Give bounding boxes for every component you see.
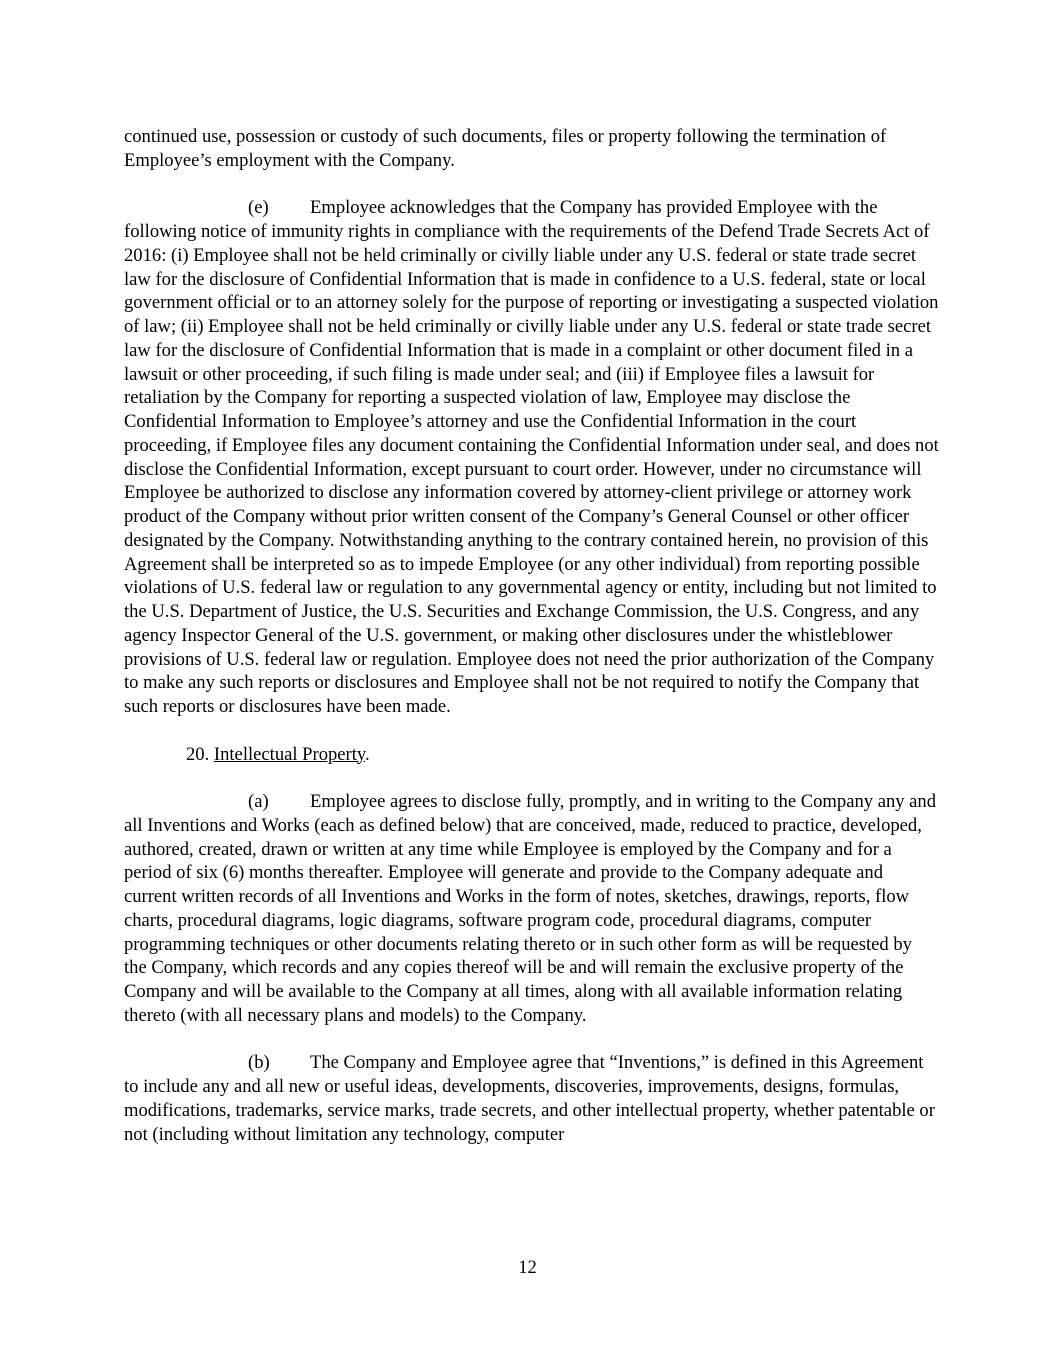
section-title: Intellectual Property [213, 743, 366, 765]
paragraph-text: The Company and Employee agree that “Inventions,” is defined in this Agreement to include any and all new or useful ideas, developments, discoveries, improvements, designs, formulas, modifications, trademarks, service marks, trade secrets, and other intellectual property, whether patentable or not (including without limitation any technology, computer [124, 1052, 935, 1145]
paragraph-text: Employee acknowledges that the Company has provided Employee with the following notice of immunity rights in compliance with the requirements of the Defend Trade Secrets Act of 2016: (i) Employee shall not be held criminally or civilly liable under any U.S. federal or state trade secret law for the disclosure of Confidential Information that is made in confidence to a U.S. federal, state or local government official or to an attorney solely for the purpose of reporting or investigating a suspected violation of law; (ii) Employee shall not be held criminally or civilly liable under any U.S. federal or state trade secret law for the disclosure of Confidential Information that is made in a complaint or other document filed in a lawsuit or other proceeding, if such filing is made under seal; and (iii) if Employee files a lawsuit for retaliation by the Company for reporting a suspected violation of law, Employee may disclose the Confidential Information to Employee’s attorney and use the Confidential Information in the court proceeding, if Employee files any document containing the Confidential Information under seal, and does not disclose the Confidential Information, except pursuant to court order. However, under no circumstance will Employee be authorized to disclose any information covered by attorney-client privilege or attorney work product of the Company without prior written consent of the Company’s General Counsel or other officer designated by the Company. Notwithstanding anything to the contrary contained herein, no provision of this Agreement shall be interpreted so as to impede Employee (or any other individual) from reporting possible violations of U.S. federal law or regulation to any governmental agency or entity, including but not limited to the U.S. Department of Justice, the U.S. Securities and Exchange Commission, the U.S. Congress, and any agency Inspector General of the U.S. government, or making other disclosures under the whistleblower provisions of U.S. federal law or regulation. Employee does not need the prior authorization of the Company to make any such reports or disclosures and Employee shall not be not required to notify the Company that such reports or disclosures have been made. [124, 197, 939, 717]
section-number: 20. [186, 743, 210, 765]
document-body [124, 125, 939, 1170]
paragraph-a [124, 790, 939, 1028]
paragraph-label: (e) [248, 197, 269, 219]
page-number: 12 [518, 1257, 537, 1278]
paragraph-e [124, 196, 939, 719]
paragraph-b [124, 1051, 939, 1146]
paragraph-continued [124, 125, 939, 173]
paragraph-text: continued use, possession or custody of such documents, files or property following the termination of Employee’s employment with the Company. [124, 126, 887, 171]
section-title-suffix: . [365, 743, 370, 765]
paragraph-label: (a) [248, 791, 269, 812]
section-heading [186, 743, 939, 767]
paragraph-label: (b) [248, 1052, 270, 1074]
paragraph-text: Employee agrees to disclose fully, promptly, and in writing to the Company any and all Inventions and Works (each as defined below) that are conceived, made, reduced to practice, developed, authored, created, drawn or written at any time while Employee is employed by the Company and for a period of six (6) months thereafter. Employee will generate and provide to the Company adequate and current written records of all Inventions and Works in the form of notes, sketches, drawings, reports, flow charts, procedural diagrams, logic diagrams, software program code, procedural diagrams, computer programming techniques or other documents relating thereto or in such other form as will be requested by the Company, which records and any copies thereof will be and will remain the exclusive property of the Company and will be available to the Company at all times, along with all available information relating thereto (with all necessary plans and models) to the Company. [124, 791, 937, 1026]
